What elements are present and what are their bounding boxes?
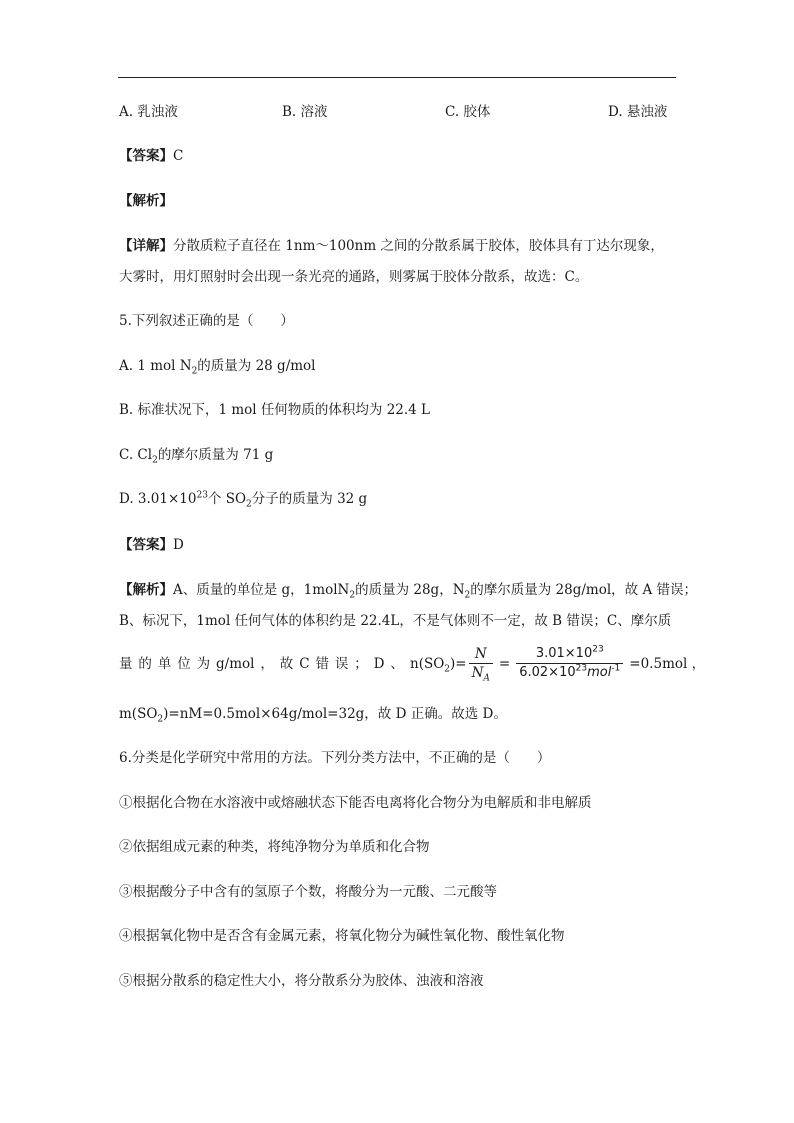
word: 量: [119, 655, 133, 672]
q5-l1-sub1: 2: [349, 590, 356, 601]
detail-text-1: 分散质粒子直径在 1nm～100nm 之间的分散系属于胶体，胶体具有丁达尔现象，: [173, 238, 664, 254]
q5-d-post: 分子的质量为 32 g: [251, 491, 368, 507]
den-text: 6.02×10: [519, 665, 576, 680]
den-text: N: [471, 665, 484, 681]
word: 单: [157, 655, 172, 672]
q4-detail-line1: [119, 237, 664, 255]
q5-l3-result: =0.5mol ，: [629, 655, 706, 672]
q5-analysis-line1: [119, 581, 697, 599]
word: C: [299, 655, 310, 672]
q4-option-a: A. 乳浊液: [119, 104, 178, 120]
q4-option-b: B. 溶液: [282, 104, 328, 120]
q5-l3-words: [119, 655, 404, 673]
word: 的: [138, 655, 152, 672]
word: 错: [315, 655, 329, 672]
frac-denominator: [516, 664, 623, 682]
q5-c-text: C. Cl: [119, 447, 153, 463]
num-text: 3.01×10: [535, 646, 593, 661]
q5-d-text: D. 3.01×10: [119, 491, 197, 507]
den-unit-sup: -1: [611, 663, 621, 674]
analysis-label: 【解析】: [119, 582, 173, 598]
den-sup: 23: [575, 663, 588, 674]
n-pre: n(SO: [410, 655, 445, 672]
q5-analysis-line4: [119, 705, 507, 723]
answer-value: D: [173, 537, 184, 553]
q4-analysis-label: 【解析】: [119, 193, 173, 209]
word: g/mol: [216, 655, 255, 672]
q5-l4-sub: 2: [157, 714, 164, 725]
q5-d-sup: 23: [196, 490, 208, 501]
q5-analysis-line2: B、标况下，1mol 任何气体的体积约是 22.4L，不是气体则不一定，故 B 错误；C、摩尔质: [119, 613, 672, 629]
frac-numerator: N: [474, 646, 487, 662]
den-unit: mol: [587, 665, 612, 680]
q5-a-text: A. 1 mol N: [119, 358, 192, 374]
fraction-values: [516, 645, 623, 682]
q6-item-5: ⑤根据分散系的稳定性大小，将分散系分为胶体、浊液和溶液: [119, 973, 484, 989]
q4-option-c: C. 胶体: [445, 104, 491, 120]
q5-c-post: 的摩尔质量为 71 g: [157, 447, 274, 463]
q5-l1-mid: 的质量为 28g，N: [355, 582, 465, 598]
answer-label: 【答案】: [119, 148, 173, 164]
q5-analysis-line3: [119, 645, 705, 682]
q6-item-3: ③根据酸分子中含有的氢原子个数，将酸分为一元酸、二元酸等: [119, 884, 497, 900]
q5-a-post: 的质量为 28 g/mol: [197, 358, 316, 374]
q6-item-1: ①根据化合物在水溶液中或熔融状态下能否电离将化合物分为电解质和非电解质: [119, 795, 592, 811]
q5-d-mid: 个 SO: [207, 491, 247, 507]
q5-l4-post: )=nM=0.5mol×64g/mol=32g，故 D 正确。故选 D。: [163, 706, 507, 722]
q5-answer: [119, 536, 184, 554]
q4-option-d: D. 悬浊液: [608, 104, 668, 120]
q5-l1-post: 的摩尔质量为 28g/mol，故 A 错误；: [470, 582, 697, 598]
word: 为: [196, 655, 211, 672]
word: ；: [354, 655, 368, 672]
word: 误: [334, 655, 349, 672]
frac-numerator: [533, 645, 607, 663]
q5-l3-n: [410, 655, 467, 673]
num-sup: 23: [592, 644, 604, 655]
word: ，: [260, 655, 274, 672]
q5-option-c: [119, 446, 273, 464]
q5-option-d: [119, 490, 367, 508]
header-rule: [118, 77, 676, 78]
q4-answer: [119, 147, 183, 165]
q5-l4-pre: m(SO: [119, 706, 158, 722]
word: 位: [177, 655, 191, 672]
q5-l1-sub2: 2: [464, 590, 471, 601]
q6-item-2: ②依据组成元素的种类，将纯净物分为单质和化合物: [119, 839, 430, 855]
q5-c-sub: 2: [152, 455, 158, 466]
word: 故: [279, 655, 294, 672]
answer-value: C: [173, 148, 184, 164]
q6-stem: 6.分类是化学研究中常用的方法。下列分类方法中，不正确的是（ ）: [119, 750, 551, 766]
word: 、: [390, 655, 404, 672]
word: D: [373, 655, 385, 672]
q5-a-sub: 2: [191, 366, 198, 377]
den-sub: A: [483, 673, 490, 684]
q5-d-sub: 2: [246, 499, 252, 510]
q5-l1-pre: A、质量的单位是 g，1molN: [173, 582, 350, 598]
n-sub: 2: [444, 664, 451, 675]
fraction-n-over-na: [469, 645, 493, 682]
q5-stem: 5.下列叙述正确的是（ ）: [119, 313, 294, 329]
q5-option-b: B. 标准状况下，1 mol 任何物质的体积均为 22.4 L: [119, 402, 431, 418]
n-post: )=: [450, 655, 467, 672]
q5-option-a: [119, 357, 316, 375]
detail-label: 【详解】: [119, 238, 173, 254]
answer-label: 【答案】: [119, 537, 173, 553]
frac-denominator: [469, 664, 493, 682]
q6-item-4: ④根据氧化物中是否含有金属元素，将氧化物分为碱性氧化物、酸性氧化物: [119, 928, 565, 944]
equals-sign: =: [498, 655, 511, 672]
q4-detail-line2: 大雾时，用灯照射时会出现一条光亮的通路，则雾属于胶体分散系，故选：C。: [119, 269, 589, 285]
